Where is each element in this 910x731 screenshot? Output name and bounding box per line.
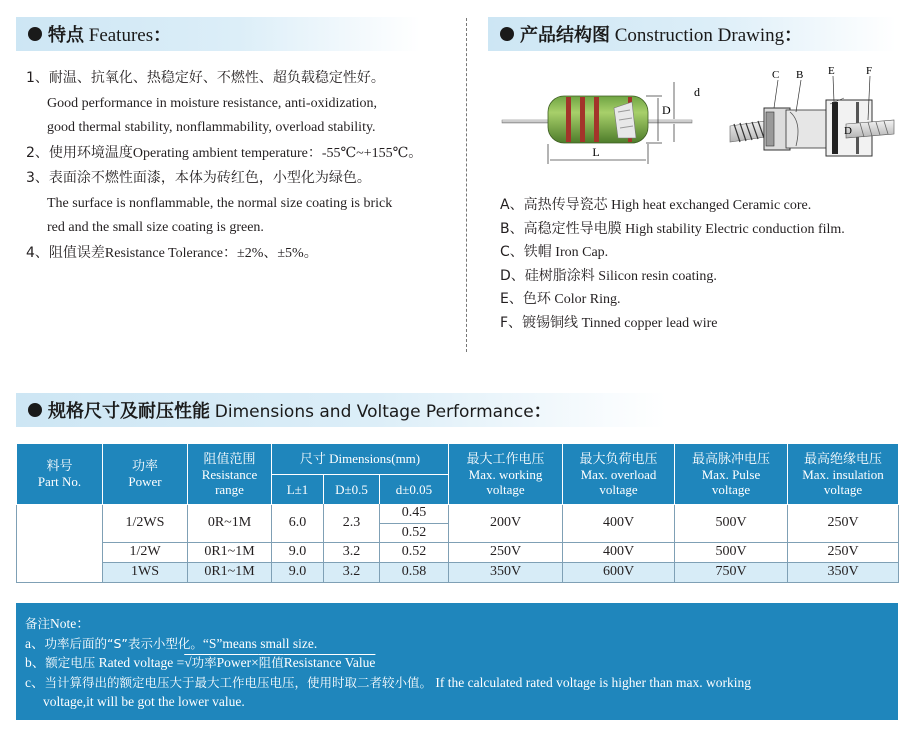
table-row [17, 504, 899, 523]
label-C: C [772, 69, 780, 81]
label-D-right: D [844, 125, 852, 137]
construction-item-D: D、硅树脂涂料 Silicon resin coating. [500, 267, 717, 284]
label-B: B [796, 69, 804, 81]
note-c: c、当计算得出的额定电压大于最大工作电压电压，使用时取二者较小值。 If the calculated rated voltage is higher than max. working [25, 674, 752, 690]
feature-item-1: 1、耐温、抗氧化、热稳定好、不燃性、超负载稳定性好。 [26, 70, 385, 86]
features-list [26, 66, 466, 266]
construction-item-B: B、高稳定性导电膜 High stability Electric conduction film. [500, 220, 845, 237]
insulation-voltage-cell: 350V [788, 562, 899, 582]
part-no-cell [17, 504, 103, 582]
d-cell: 0.58 [380, 562, 449, 582]
construction-item-F: F、镀锡铜线 Tinned copper lead wire [500, 314, 718, 331]
working-voltage-cell: 200V [449, 504, 563, 542]
bullet-icon [28, 27, 42, 41]
bullet-icon [500, 27, 514, 41]
header-part-no: 料号 Part No. [17, 444, 103, 504]
table-row [17, 542, 899, 562]
d-cell: 0.52 [380, 542, 449, 562]
label-d: d [694, 85, 700, 99]
feature-item-1-en-1: Good performance in moisture resistance, anti-oxidization, [47, 95, 378, 111]
header-L: L±1 [272, 474, 324, 504]
features-header [16, 17, 420, 51]
dimensions-title: 规格尺寸及耐压性能 Dimensions and Voltage Performance： [48, 401, 552, 422]
header-max-working-voltage: 最大工作电压 Max. working voltage [449, 444, 563, 504]
feature-item-3-en-2: red and the small size coating is green. [47, 220, 264, 235]
header-max-insulation-voltage: 最高绝缘电压 Max. insulation voltage [788, 444, 899, 504]
dimensions-table [16, 444, 899, 583]
label-L: L [592, 145, 600, 159]
header-d: d±0.05 [380, 474, 449, 504]
d-cell: 0.45 [380, 504, 449, 523]
power-cell: 1WS [103, 562, 188, 582]
working-voltage-cell: 250V [449, 542, 563, 562]
L-cell: 6.0 [272, 504, 324, 542]
construction-item-A: A、高热传导瓷芯 High heat exchanged Ceramic core. [500, 197, 812, 213]
construction-drawing [496, 62, 896, 184]
cutaway-outline [730, 76, 894, 156]
feature-item-4: 4、阻值误差Resistance Tolerance：±2%、±5%。 [26, 244, 318, 261]
label-E: E [828, 65, 835, 77]
feature-item-3-en-1: The surface is nonflammable, the normal size coating is brick [47, 195, 393, 211]
feature-item-1-en-2: good thermal stability, nonflammability, overload stability. [47, 120, 376, 135]
feature-item-3: 3、表面涂不燃性面漆，本体为砖红色，小型化为绿色。 [26, 170, 371, 186]
note-b: b、额定电压 Rated voltage =√功率Power×阻值Resistance Value [25, 655, 376, 670]
range-cell: 0R~1M [188, 504, 272, 542]
range-cell: 0R1~1M [188, 542, 272, 562]
label-D-left: D [662, 103, 671, 117]
working-voltage-cell: 350V [449, 562, 563, 582]
insulation-voltage-cell: 250V [788, 542, 899, 562]
insulation-voltage-cell: 250V [788, 504, 899, 542]
overload-voltage-cell: 400V [563, 542, 675, 562]
L-cell: 9.0 [272, 562, 324, 582]
power-cell: 1/2W [103, 542, 188, 562]
construction-list [500, 194, 905, 336]
pulse-voltage-cell: 500V [675, 542, 788, 562]
pulse-voltage-cell: 750V [675, 562, 788, 582]
construction-item-E: E、色环 Color Ring. [500, 291, 621, 308]
note-box [16, 603, 898, 720]
D-cell: 3.2 [324, 562, 380, 582]
D-cell: 3.2 [324, 542, 380, 562]
note-c-cont: voltage,it will be got the lower value. [43, 694, 245, 709]
table-row [17, 562, 899, 582]
header-max-pulse-voltage: 最高脉冲电压 Max. Pulse voltage [675, 444, 788, 504]
header-power: 功率 Power [103, 444, 188, 504]
D-cell: 2.3 [324, 504, 380, 542]
construction-title: 产品结构图 Construction Drawing： [520, 25, 803, 46]
range-cell: 0R1~1M [188, 562, 272, 582]
note-title: 备注Note： [25, 616, 90, 631]
note-a: a、功率后面的“S”表示小型化。“S”means small size. [25, 635, 318, 651]
features-title: 特点 Features： [48, 25, 172, 46]
header-max-overload-voltage: 最大负荷电压 Max. overload voltage [563, 444, 675, 504]
header-resistance-range: 阻值范围 Resistance range [188, 444, 272, 504]
header-D: D±0.5 [324, 474, 380, 504]
bullet-icon [28, 403, 42, 417]
header-dimensions: 尺寸 Dimensions(mm) [272, 444, 449, 474]
overload-voltage-cell: 600V [563, 562, 675, 582]
vertical-divider [466, 18, 467, 352]
construction-header [488, 17, 896, 51]
overload-voltage-cell: 400V [563, 504, 675, 542]
power-cell: 1/2WS [103, 504, 188, 542]
feature-item-2: 2、使用环境温度Operating ambient temperature：-55℃~+155℃。 [26, 144, 423, 161]
L-cell: 9.0 [272, 542, 324, 562]
label-F: F [866, 65, 873, 77]
construction-item-C: C、铁帽 Iron Cap. [500, 244, 609, 261]
d-cell: 0.52 [380, 523, 449, 542]
pulse-voltage-cell: 500V [675, 504, 788, 542]
dimensions-header [16, 393, 666, 427]
